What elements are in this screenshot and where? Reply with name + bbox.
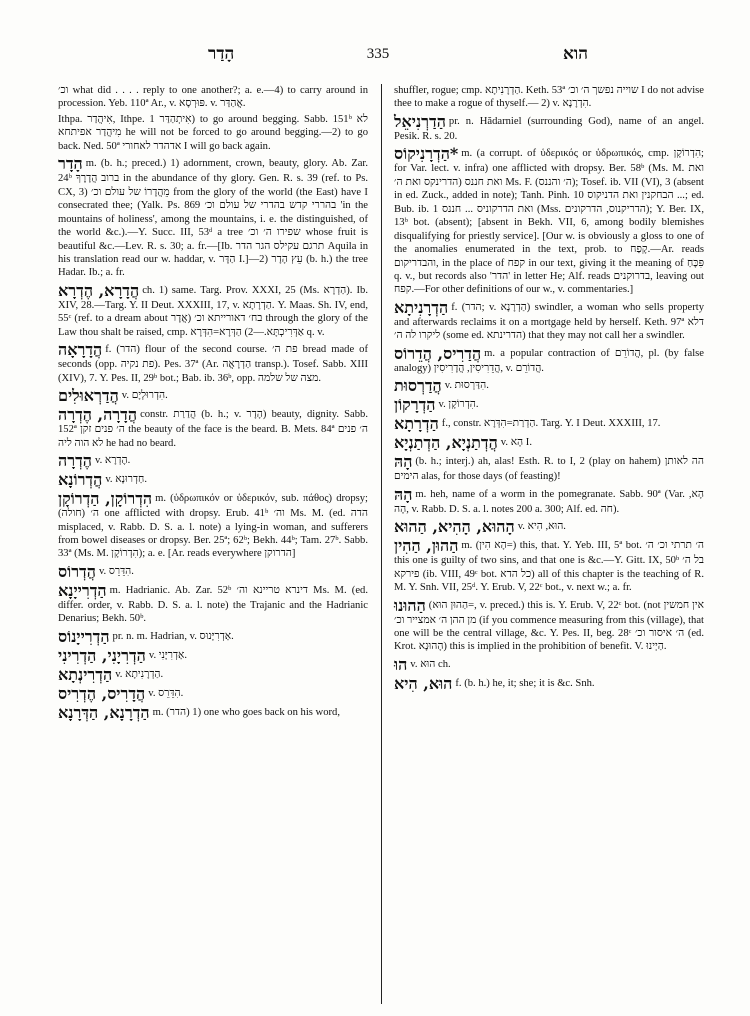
- dictionary-entry: [394, 537, 704, 594]
- entry-headword: הַדְרָתָא: [394, 414, 439, 434]
- entry-headword: הוּא, הִיא: [394, 673, 453, 693]
- dictionary-entry: [58, 666, 368, 683]
- entry-text: m. (b. h.; preced.) 1) adornment, crown, beauty, glory. Ab. Zar. 24ᵇ ברוב הֲדָרֶךָ in the abundance of thy glory. Gen. R. s. 39 (ref. to Ps. CX, 3) מֵהֲדָרוֹ של עולם וכ׳ from the glory of the world (the East) have I consecrated thee; (Yalk. Ps. 869 בהררי קדש בהדרי של עולם וכ׳ 'in the mountains of holiness', among the mountains, i. e. the distinguished, of the world &c.).—Y. Succ. III, 53ᵈ a tree שפירו ה׳ וכ׳ whose fruit is beautiful &c.—Lev. R. s. 30; a. fr.—[Ib. תרגם עקילס הגר הדר Aquila in his translation read our w. haddar, v. הַדָּר I.]—2) עֵץ הָדָר (b. h.) the tree Hadar. Ib.; a. fr.: [58, 158, 369, 279]
- dictionary-entry: [394, 415, 704, 432]
- entry-headword: הַדְרִינְתָא: [58, 664, 113, 684]
- entry-headword: הָדָר: [58, 154, 83, 174]
- entry-headword: הַדַרְנִיאֵל: [394, 111, 446, 131]
- entry-headword: הַדְרָקוֹן: [394, 395, 436, 415]
- entry-headword: הַדְרִייָנוֹס: [58, 626, 110, 646]
- entry-text: f. (הדר; v. הַדְרָנָא) swindler, a woman who sells property and afterwards reclaims it on a mortgage held by herself. Keth. 97ª דלא ליקרו לה ה׳ (some ed. הדרינתא) that they may not call her a swindler.: [394, 301, 705, 342]
- page-header: [58, 44, 698, 66]
- entry-text: pr. n. Hădarniel (surrounding God), name of an angel. Pesik. R. s. 20.: [394, 115, 704, 142]
- entry-text: f. (הדר) flour of the second course. פת ה׳ bread made of seconds (opp. פת נקיה). Pes. 37ª (Ar. הַדְרָאֲה transp.). Tosef. Sabb. XIII (XIV), 7. Y. Pes. II, 29ᵇ bot.; Bab. ib. 36ᵇ, opp. מצה של שלמה.: [58, 344, 369, 384]
- entry-text: m. (a corrupt. of ὑδερικός or ὑδρωπικός, cmp. הִדְרוֹקָן; for Var. lect. v. infra) one afflicted with dropsy. Ber. 58ᵇ (Ms. M. ואת הדרינקס ואת ה׳) ואת חננס Ms. F. (ה׳ והננס); Tosef. ib. VII (VI), 3 (absent in ed. Zuck., added in note); Tanh. Pinh. 10 הבחקנין ואת הדניקוס ...; ed. Bub. ib. 1 ואת הדרקוניס ... חננס (Mss. הדריקנוס, הדרקונים); Y. Ber. IX, 13ᵇ bot. (absent); [absent in Bekh. VII, 6, among bodily blemishes disqualifying for priestly service]. [Our w. is obviously a gloss to one of the anomalies enumerated in the text, prob. to קָפַח.—Ar. reads והבדריקום, in the place of קפח in our text, giving it the meaning of פִּכָּחַ q. v., but records also 'הדר' in letter He; Alf. reads בדרוקנים, leaving out קפח.—For other definitions of our w., v. commentaries.]: [394, 148, 705, 296]
- dictionary-entry: [394, 396, 704, 413]
- entry-text: v. הִדְרוֹקָן.: [438, 399, 479, 411]
- dictionary-entry: [394, 675, 704, 692]
- dictionary-entry: [394, 145, 704, 297]
- entry-headword: הַהוּנוּ: [394, 595, 426, 615]
- continuation-paragraph: [58, 113, 368, 153]
- dictionary-entry: [394, 518, 704, 535]
- dictionary-entry: [58, 685, 368, 702]
- dictionary-entry: [58, 387, 368, 404]
- dictionary-entry: [394, 299, 704, 343]
- dictionary-entry: [394, 453, 704, 483]
- entry-text: וכ׳ what did . . . . reply to one another?; a. e.—4) to carry around in procession. Yeb. 110ª Ar., v. פּוּרְסָא. v. אֲהַדַּר.: [58, 85, 368, 110]
- page-number: 335: [366, 46, 390, 62]
- entry-headword: הָהּ: [394, 452, 413, 472]
- entry-text: m. heh, name of a worm in the pomegranate. Sabb. 90ª (Var. הָא, הָה, v. Rabb. D. S. a. l. notes 200 a. 300; Alf. ed. חה).: [394, 488, 704, 515]
- entry-text: (הַהוּן הוּא=, v. preced.) this is. Y. Erub. V, 22ᶜ bot. (not אין חמשין מן ההן ה׳ אמצייר וכ׳ (if you commence measuring from this (village), that one will be the central village, &c. Y. Pes. II, beg. 28ᶜ ה׳ איסור וכ׳ (ed. Krot. הָהוּנָא) this is implied in the prohibition of benefit. V. הַיְינוּ.: [394, 599, 705, 653]
- entry-headword: הֲדָרָא, הֶדְרָא: [58, 280, 140, 300]
- dictionary-entry: [394, 486, 704, 516]
- dictionary-entry: [58, 452, 368, 469]
- dictionary-entry: [58, 490, 368, 561]
- dictionary-entry: [394, 434, 704, 451]
- continuation-paragraph: [58, 84, 368, 111]
- entry-text: m. Hadrianic. Ab. Zar. 52ᵇ דינרא טריינא וה׳ Ms. M. (ed. differ. order, v. Rabb. D. S. a. l. note) the Trajanic and the Hadrianic Denarius; Bekh. 50ᵇ.: [58, 584, 368, 625]
- entry-headword: הַדְרָנִיתָא: [394, 297, 449, 317]
- entry-text: m. (הדר) 1) one who goes back on his word,: [152, 706, 340, 718]
- entry-headword: הַדְרִייָנָא: [58, 580, 107, 600]
- dictionary-entry: [58, 647, 368, 664]
- entry-text: constr. הֲדַרַת (b. h.; v. הָדָר) beauty, dignity. Sabb. 152ª ה׳ פנים זקן the beauty of the face is the beard. B. Mets. 84ª ה׳ פנים לא הוה ליה he had no beard.: [58, 409, 368, 449]
- entry-headword: הֲדָרִיס, הֶדְרִיס: [58, 683, 146, 703]
- entry-text: v. הוּא, הִיא.: [517, 521, 566, 533]
- entry-text: f., constr. הַדְרַת=הִדְּרָא. Targ. Y. I Deut. XXXIII, 17.: [441, 418, 661, 430]
- entry-text: ch. 1) same. Targ. Prov. XXXI, 25 (Ms. הַדְרָא). Ib. XIV, 28.—Targ. Y. II Deut. XXXIII, 17, v. הַדְרָתָא. Y. Maas. Sh. IV, end, 55ᶜ (ref. to a dream about אֲדָר) בח׳ דאורייתא וכ׳ through the glory of the Law thou shalt be raised, cmp. אַדְּרִיכְתָּא.—2) הַדְּרָא=הִדְּרָא q. v.: [58, 284, 368, 338]
- entry-headword: הֲדָרָה, הֶדְרָה: [58, 405, 138, 425]
- left-column: [58, 84, 368, 723]
- entry-headword: *הַדְרָנִיקוֹס: [394, 144, 459, 164]
- dictionary-entry: [58, 155, 368, 280]
- dictionary-entry: [394, 345, 704, 375]
- dictionary-entry: [58, 406, 368, 450]
- right-column: [394, 84, 704, 694]
- entry-headword: הַדְרִיָנִי, הַדְרִינִי: [58, 645, 146, 665]
- entry-headword: הָהּ: [394, 484, 413, 504]
- entry-text: v. הִדְרוּלְיָם.: [121, 390, 168, 402]
- dictionary-entry: [58, 563, 368, 580]
- entry-headword: הַהוּן, הַהִין: [394, 536, 459, 556]
- column-divider: [381, 84, 382, 1004]
- continuation-paragraph: [394, 84, 704, 111]
- dictionary-entry: [58, 471, 368, 488]
- entry-text: v. הִדֵּרֵס.: [98, 565, 134, 577]
- entry-text: Ithpa. אִיהֲדַר, Ithpe. אִיתְהַדַּר 1) to go around begging. Sabb. 151ᵇ לא מִיהֲדַר אפיתחא he will not be forced to go around begging.—2) to go back. Ned. 50ª אדהדר לאחורי I will go back again.: [58, 113, 369, 152]
- entry-headword: הִדְרוֹקָן, הַדְרוֹקָן: [58, 489, 153, 509]
- entry-text: v. הֶדְרָא.: [94, 455, 131, 467]
- entry-text: m. (ὑδρωπικόν or ὑδερικόν, sub. πάθος) dropsy; (ה׳ (חולה one afflicted with dropsy. Erub. 41ᵇ וה׳ Ms. M. (ed. הדה misplaced, v. Rabb. D. S. a. l. note) a lying-in woman, and sufferers from bowel diseases or dropsy. Ber. 25ª; 62ᵇ; Bekh. 44ᵇ; Tam. 27ᵇ. Sabb. 33ª (Ms. M. הִדְרוֹקָן); a. e. [Ar. reads everywhere הדרוקן]: [58, 493, 368, 560]
- dictionary-entry: [58, 341, 368, 385]
- entry-text: shuffler, rogue; cmp. הַדְרָנִיתָא. Keth. 53ª שוייה נפשך ה׳ וכ׳ I do not advise thee to make a rogue of thyself.— 2) v. הִדְרָנָא.: [394, 85, 704, 110]
- entry-headword: הָהוּא, הָהִיא, הַהוּא: [394, 517, 515, 537]
- dictionary-entry: [58, 704, 368, 721]
- dictionary-entry: [58, 582, 368, 626]
- dictionary-entry: [394, 377, 704, 394]
- entry-headword: הֲדַרִיס, הֲדֵרוֹס: [394, 343, 482, 363]
- entry-text: f. (b. h.) he, it; she; it is &c. Snh.: [455, 677, 595, 689]
- entry-text: v. הִדַּרְסוּת.: [444, 380, 489, 392]
- header-right-catchword: הוא: [562, 44, 588, 64]
- entry-text: m. (הָא הִין=) this, that. Y. Yeb. III, 5ª bot. ה׳ תרתי וכ׳ ה׳ this one is guilty of two sins, and that one is &c.—Y. Gitt. IX, 50ᵇ בל ה׳ פירקא (ib. VIII, 49ᶜ bot. כל הדא) all of this chapter is the teaching of R. M. Y. Snh. VII, 25ᵈ. Y. Erub. V, 22ᶜ bot., v. next w.; a. fr.: [394, 540, 705, 594]
- entry-headword: הֲדְרוֹס: [58, 561, 96, 581]
- entry-text: v. חַדְרוּנָא.: [105, 474, 147, 486]
- entry-headword: הֲדַרְאוּלִים: [58, 386, 119, 406]
- entry-headword: הַדְרָנָא, הַדְּרָנָא: [58, 702, 150, 722]
- dictionary-entry: [394, 656, 704, 673]
- entry-text: v. אַדְרִיָּנִי.: [148, 649, 188, 661]
- entry-headword: הוּ: [394, 654, 408, 674]
- entry-text: v. הוּא ch.: [410, 658, 451, 670]
- dictionary-entry: [394, 597, 704, 654]
- dictionary-entry: [58, 282, 368, 339]
- entry-text: v. הִדֵּרֵס.: [148, 687, 184, 699]
- entry-headword: הֲדָרָאָה: [58, 340, 103, 360]
- entry-text: m. a popular contraction of הֲדוֹרֵם, pl. (by false analogy) הֲדֵרִיסִין, הֲדָרִיסִין, v. הֲדוֹרֵם.: [394, 347, 704, 374]
- entry-headword: הֶדְרָה: [58, 451, 92, 471]
- dictionary-entry: [58, 628, 368, 645]
- entry-headword: הֲדַרְסוּת: [394, 376, 442, 396]
- entry-text: (b. h.; interj.) ah, alas! Esth. R. to I, 2 (play on hahem) הה לאותן הימים alas, for those days (of feasting)!: [394, 456, 704, 483]
- entry-text: v. הַדְרָנִיתָא.: [115, 668, 164, 680]
- entry-text: pr. n. m. Hadrian, v. אַדְרִיָּנוּס.: [112, 630, 234, 642]
- entry-headword: הֲדְרוֹנָא: [58, 470, 103, 490]
- header-left-catchword: הָדַר: [208, 44, 235, 64]
- entry-text: v. הָא I.: [500, 437, 532, 449]
- entry-headword: הֲדְתַנְיָא, הַדְתַנְיָא: [394, 433, 498, 453]
- dictionary-entry: [394, 113, 704, 143]
